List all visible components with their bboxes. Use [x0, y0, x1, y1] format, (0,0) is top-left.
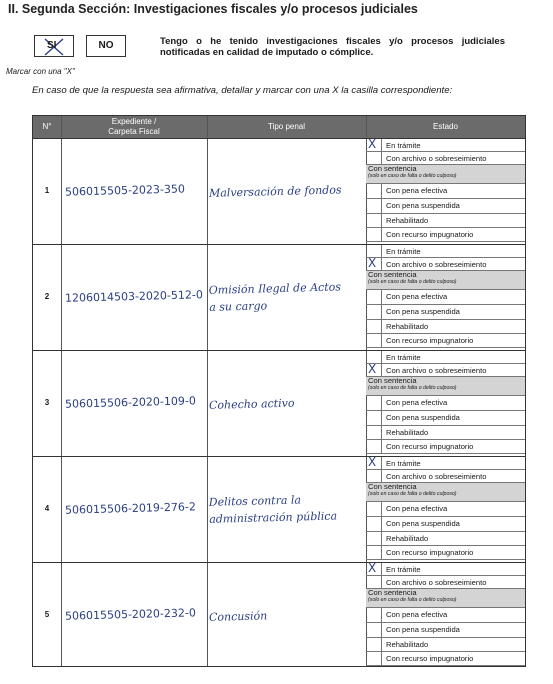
table-row	[33, 350, 525, 456]
estado-option-label: Con pena suspendida	[386, 413, 460, 422]
header-exp-line1: Expediente /	[111, 117, 157, 126]
table-row	[33, 456, 525, 562]
header-expediente	[61, 117, 207, 137]
estado-checkbox[interactable]	[366, 623, 382, 637]
estado-option[interactable]	[366, 184, 525, 199]
estado-checkbox[interactable]	[366, 532, 382, 545]
estado-checkbox[interactable]	[366, 563, 382, 575]
table-row	[33, 244, 525, 350]
estado-checkbox[interactable]	[366, 411, 382, 425]
estado-option[interactable]	[366, 396, 525, 411]
estado-option-label: Con pena efectiva	[386, 186, 448, 195]
estado-checkbox[interactable]	[366, 305, 382, 319]
estado-option[interactable]	[366, 245, 525, 258]
estado-checkbox[interactable]	[366, 258, 382, 270]
estado-checkbox[interactable]	[366, 502, 382, 516]
estado-option	[366, 165, 525, 184]
estado-option[interactable]	[366, 334, 525, 348]
estado-checkbox[interactable]	[366, 440, 382, 453]
estado-option-label: Con pena efectiva	[386, 398, 448, 407]
x-mark-icon: X	[368, 137, 377, 151]
estado-checkbox[interactable]	[366, 470, 382, 482]
estado-option[interactable]	[366, 320, 525, 334]
estado-checkbox[interactable]	[366, 426, 382, 439]
estado-option[interactable]	[366, 214, 525, 228]
estado-option-label: En trámite	[386, 247, 421, 256]
estado-checkbox[interactable]	[366, 652, 382, 665]
expediente-value: 506015506-2019-276-2	[64, 500, 197, 517]
tipo-penal-line: Omisión Ilegal de Actos	[208, 280, 342, 297]
row-number: 2	[44, 292, 50, 301]
declaration-text: Tengo o he tenido investigaciones fiscales y/o procesos judiciales notificadas en calidad de imputado o cómplice.	[160, 36, 505, 58]
estado-option-label: Con pena suspendida	[386, 201, 460, 210]
estado-option[interactable]	[366, 199, 525, 214]
estado-options	[366, 351, 525, 457]
estado-option-label: Con recurso impugnatorio	[386, 548, 474, 557]
estado-option-label: Con sentencia (solo en caso de falta o delito culposo)	[368, 164, 457, 179]
section-title: II. Segunda Sección: Investigaciones fiscales y/o procesos judiciales	[8, 2, 418, 16]
estado-option-label: Con pena suspendida	[386, 625, 460, 634]
estado-option[interactable]	[366, 426, 525, 440]
estado-option-label: Con archivo o sobreseimiento	[386, 366, 487, 375]
estado-option[interactable]	[366, 502, 525, 517]
estado-option[interactable]	[366, 228, 525, 242]
tipo-penal-line: administración pública	[209, 509, 338, 526]
estado-checkbox[interactable]	[366, 517, 382, 531]
estado-checkbox[interactable]	[366, 228, 382, 241]
estado-option	[366, 377, 525, 396]
estado-option[interactable]	[366, 139, 525, 152]
estado-option[interactable]	[366, 608, 525, 623]
row-number: 5	[44, 610, 50, 619]
expediente-value: 506015506-2020-109-0	[64, 394, 197, 411]
estado-option-label: Con sentencia (solo en caso de falta o delito culposo)	[368, 270, 457, 285]
x-mark-icon: X	[368, 362, 377, 376]
estado-option[interactable]	[366, 563, 525, 576]
x-mark-icon: X	[368, 561, 377, 575]
expediente-value: 1206014503-2020-512-0	[64, 288, 204, 305]
estado-option[interactable]	[366, 532, 525, 546]
estado-options	[366, 457, 525, 563]
estado-option-label: Con pena efectiva	[386, 292, 448, 301]
header-exp-line2: Carpeta Fiscal	[108, 127, 160, 136]
estado-option-label: Rehabilitado	[386, 322, 429, 331]
estado-checkbox[interactable]	[366, 576, 382, 588]
estado-option-label: Con pena efectiva	[386, 504, 448, 513]
estado-option-label: En trámite	[386, 459, 421, 468]
estado-checkbox[interactable]	[366, 638, 382, 651]
estado-option-label: Rehabilitado	[386, 534, 429, 543]
estado-option	[366, 483, 525, 502]
estado-option-label: En trámite	[386, 565, 421, 574]
tipo-penal-line: Cohecho activo	[208, 396, 295, 412]
estado-checkbox[interactable]	[366, 320, 382, 333]
estado-option-label: Con pena suspendida	[386, 307, 460, 316]
estado-options	[366, 563, 525, 669]
estado-checkbox[interactable]	[366, 152, 382, 164]
tipo-penal-line: a su cargo	[209, 299, 268, 314]
estado-option-label: Rehabilitado	[386, 428, 429, 437]
sentencia-note: (solo en caso de falta o delito culposo)	[368, 491, 457, 497]
estado-option	[366, 589, 525, 608]
estado-option-label: En trámite	[386, 353, 421, 362]
row-number: 4	[44, 504, 50, 513]
estado-option[interactable]	[366, 305, 525, 320]
estado-option-label: Con recurso impugnatorio	[386, 654, 474, 663]
estado-checkbox[interactable]	[366, 457, 382, 469]
tipo-penal-line: Concusión	[208, 609, 268, 624]
sentencia-note: (solo en caso de falta o delito culposo)	[368, 597, 457, 603]
estado-options	[366, 139, 525, 245]
estado-option	[366, 271, 525, 290]
estado-option[interactable]	[366, 290, 525, 305]
header-num: N°	[42, 122, 52, 131]
estado-checkbox[interactable]	[366, 546, 382, 559]
estado-checkbox[interactable]	[366, 290, 382, 304]
tipo-penal-value	[209, 278, 350, 316]
estado-option-label: Con archivo o sobreseimiento	[386, 472, 487, 481]
tipo-penal-line: Malversación de fondos	[208, 183, 342, 200]
investigations-table	[32, 115, 526, 667]
tipo-penal-line: Delitos contra la	[208, 493, 302, 509]
estado-option-label: Rehabilitado	[386, 216, 429, 225]
expediente-value: 506015505-2023-350	[64, 182, 186, 199]
instruction-text: En caso de que la respuesta sea afirmativa, detallar y marcar con una X la casilla correspondiente:	[32, 85, 453, 96]
estado-checkbox[interactable]	[366, 199, 382, 213]
x-mark-icon: X	[368, 455, 377, 469]
estado-option-label: Con recurso impugnatorio	[386, 336, 474, 345]
estado-option-label: Con sentencia (solo en caso de falta o delito culposo)	[368, 588, 457, 603]
estado-checkbox[interactable]	[366, 214, 382, 227]
table-row	[33, 562, 525, 668]
estado-checkbox[interactable]	[366, 396, 382, 410]
estado-option[interactable]	[366, 351, 525, 364]
estado-option[interactable]	[366, 652, 525, 666]
sentencia-note: (solo en caso de falta o delito culposo)	[368, 385, 457, 391]
estado-checkbox[interactable]	[366, 608, 382, 622]
estado-options	[366, 245, 525, 351]
tipo-penal-value	[209, 490, 350, 528]
tipo-penal-value	[209, 181, 349, 202]
sentencia-note: (solo en caso de falta o delito culposo)	[368, 173, 457, 179]
estado-checkbox[interactable]	[366, 184, 382, 198]
estado-option-label: Con recurso impugnatorio	[386, 442, 474, 451]
header-estado: Estado	[433, 122, 458, 131]
estado-option-label: En trámite	[386, 141, 421, 150]
table-header	[33, 116, 525, 138]
header-tipo: Tipo penal	[267, 122, 306, 131]
estado-option[interactable]	[366, 457, 525, 470]
estado-checkbox[interactable]	[366, 364, 382, 376]
estado-option-label: Con sentencia (solo en caso de falta o delito culposo)	[368, 376, 457, 391]
row-number: 1	[44, 186, 50, 195]
no-checkbox[interactable]: NO	[86, 35, 126, 57]
tipo-penal-value	[209, 605, 349, 626]
estado-option[interactable]	[366, 638, 525, 652]
estado-option[interactable]	[366, 546, 525, 560]
marcar-note: Marcar con una "X"	[6, 67, 75, 76]
x-mark-icon: X	[368, 256, 377, 270]
si-checkbox[interactable]	[34, 35, 74, 57]
expediente-value: 506015505-2020-232-0	[64, 606, 197, 623]
table-row	[33, 138, 525, 244]
tipo-penal-value	[209, 393, 349, 414]
estado-option-label: Con recurso impugnatorio	[386, 230, 474, 239]
estado-option[interactable]	[366, 623, 525, 638]
estado-option-label: Rehabilitado	[386, 640, 429, 649]
sentencia-note: (solo en caso de falta o delito culposo)	[368, 279, 457, 285]
estado-option-label: Con archivo o sobreseimiento	[386, 578, 487, 587]
estado-option-label: Con archivo o sobreseimiento	[386, 154, 487, 163]
estado-option[interactable]	[366, 517, 525, 532]
estado-option-label: Con archivo o sobreseimiento	[386, 260, 487, 269]
estado-option[interactable]	[366, 440, 525, 454]
estado-option-label: Con pena suspendida	[386, 519, 460, 528]
estado-option-label: Con pena efectiva	[386, 610, 448, 619]
estado-checkbox[interactable]	[366, 139, 382, 151]
estado-option[interactable]	[366, 411, 525, 426]
si-label: SI	[47, 40, 57, 51]
estado-option-label: Con sentencia (solo en caso de falta o delito culposo)	[368, 482, 457, 497]
estado-checkbox[interactable]	[366, 334, 382, 347]
row-number: 3	[44, 398, 50, 407]
